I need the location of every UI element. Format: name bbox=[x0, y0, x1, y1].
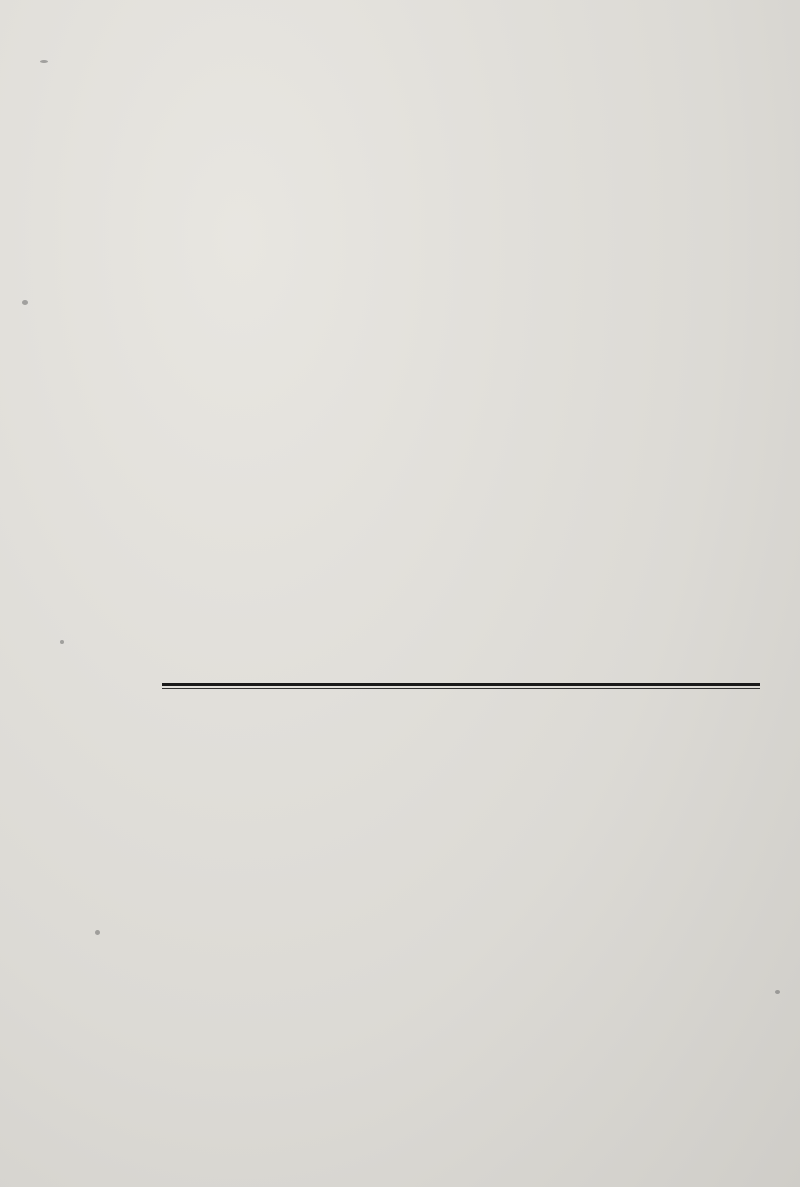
section-divider bbox=[162, 683, 760, 686]
paper-speck bbox=[775, 990, 780, 994]
paper-speck bbox=[40, 60, 48, 63]
paper-speck bbox=[22, 300, 28, 305]
paper-speck bbox=[95, 930, 100, 935]
paper-speck bbox=[60, 640, 64, 644]
section-divider-thin bbox=[162, 688, 760, 689]
running-header bbox=[136, 26, 776, 60]
